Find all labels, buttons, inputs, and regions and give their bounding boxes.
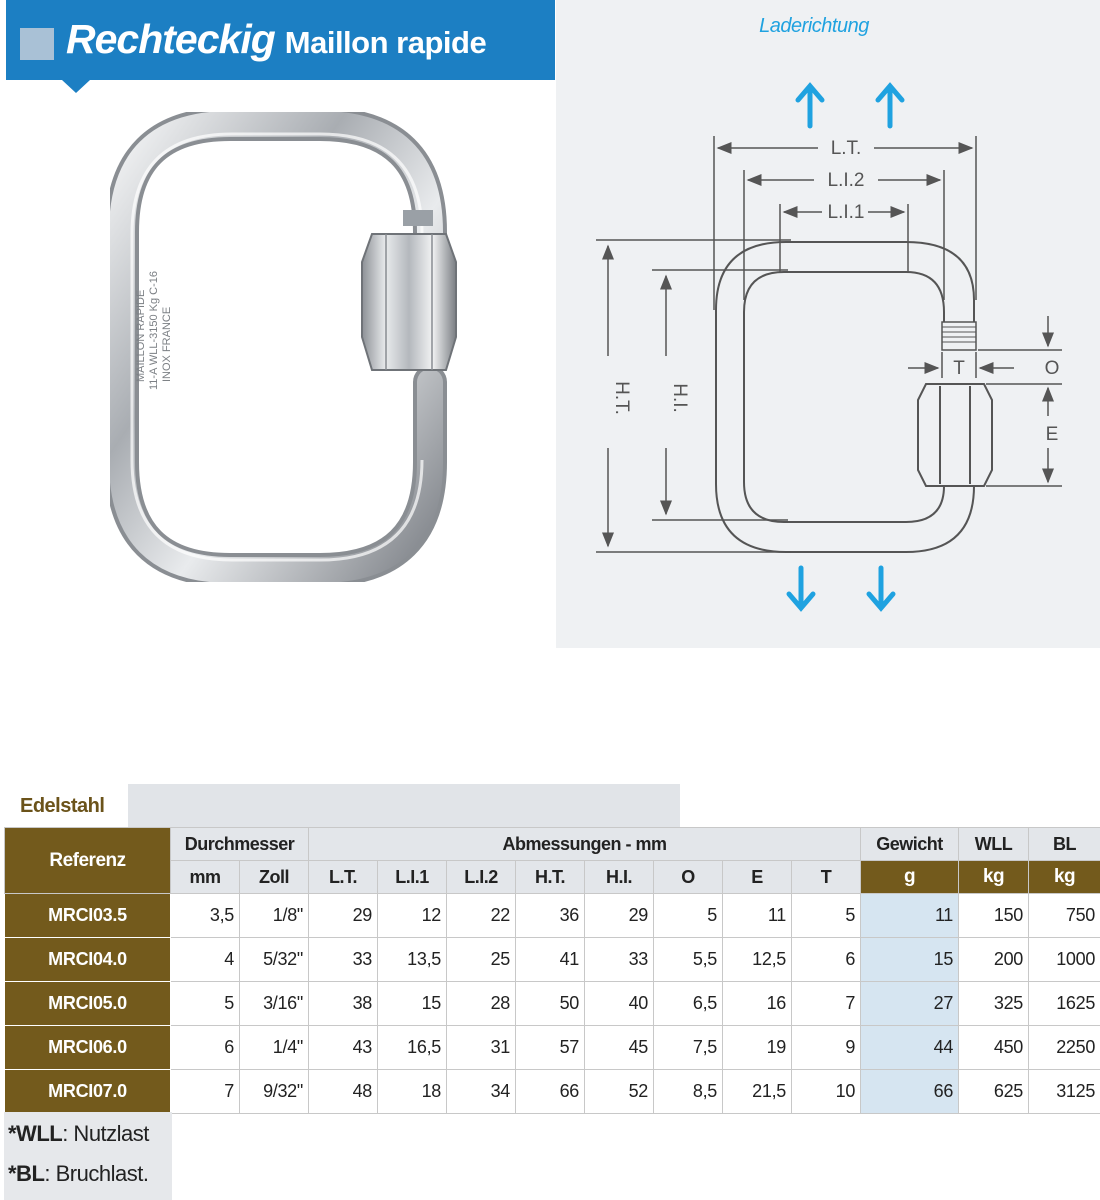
footnotes (4, 1112, 172, 1200)
cell-zoll: 1/4" (240, 1026, 309, 1070)
dim-label-ht: H.T. (611, 381, 632, 415)
cell-ref: MRCI06.0 (5, 1026, 171, 1070)
cell-hi: 29 (585, 894, 654, 938)
quick-link-image (110, 112, 470, 582)
dim-label-li2: L.I.2 (827, 170, 865, 191)
engraving-line1: MAILLON RAPIDE (135, 289, 147, 382)
footnote-bl (4, 1152, 172, 1192)
cell-t: 5 (792, 894, 861, 938)
cell-li2: 25 (447, 938, 516, 982)
subheader-li1: L.I.1 (378, 861, 447, 894)
table-row (5, 1070, 1100, 1114)
engraving-line3: INOX FRANCE (161, 306, 173, 382)
cell-li1: 13,5 (378, 938, 447, 982)
cell-g: 15 (861, 938, 959, 982)
cell-ht: 57 (516, 1026, 585, 1070)
cell-mm: 7 (171, 1070, 240, 1114)
cell-lt: 29 (309, 894, 378, 938)
dim-label-hi: H.I. (669, 383, 690, 413)
cell-zoll: 9/32" (240, 1070, 309, 1114)
cell-li2: 34 (447, 1070, 516, 1114)
cell-zoll: 3/16" (240, 982, 309, 1026)
cell-o: 8,5 (654, 1070, 723, 1114)
cell-li1: 18 (378, 1070, 447, 1114)
dim-label-li1: L.I.1 (827, 202, 865, 223)
table-row (5, 1026, 1100, 1070)
cell-bl: 3125 (1029, 1070, 1100, 1114)
cell-e: 19 (723, 1026, 792, 1070)
header-dimensions: Abmessungen - mm (309, 828, 861, 861)
cell-li1: 12 (378, 894, 447, 938)
cell-o: 5 (654, 894, 723, 938)
subheader-kg-bl: kg (1029, 861, 1100, 894)
technical-drawing (556, 0, 1100, 648)
load-arrows-down (789, 568, 893, 608)
cell-g: 27 (861, 982, 959, 1026)
footnote-wll-abbr: *WLL (8, 1121, 63, 1146)
cell-e: 16 (723, 982, 792, 1026)
cell-g: 66 (861, 1070, 959, 1114)
cell-ht: 66 (516, 1070, 585, 1114)
header-row-main (5, 828, 1100, 861)
cell-li1: 16,5 (378, 1026, 447, 1070)
cell-wll: 325 (959, 982, 1029, 1026)
cell-g: 11 (861, 894, 959, 938)
header-diameter: Durchmesser (171, 828, 309, 861)
header-weight: Gewicht (861, 828, 959, 861)
cell-wll: 625 (959, 1070, 1029, 1114)
load-arrows-up (798, 86, 902, 126)
cell-ref: MRCI04.0 (5, 938, 171, 982)
cell-ref: MRCI07.0 (5, 1070, 171, 1114)
title-banner (6, 0, 555, 80)
cell-t: 10 (792, 1070, 861, 1114)
dim-label-lt: L.T. (830, 138, 862, 159)
subheader-mm: mm (171, 861, 240, 894)
subheader-li2: L.I.2 (447, 861, 516, 894)
title-main: Rechteckig (66, 16, 275, 62)
cell-zoll: 1/8" (240, 894, 309, 938)
subheader-kg-wll: kg (959, 861, 1029, 894)
cell-e: 12,5 (723, 938, 792, 982)
cell-o: 5,5 (654, 938, 723, 982)
link-outline (716, 242, 992, 552)
cell-li2: 28 (447, 982, 516, 1026)
header-wll: WLL (959, 828, 1029, 861)
cell-bl: 1625 (1029, 982, 1100, 1026)
cell-e: 21,5 (723, 1070, 792, 1114)
cell-li2: 31 (447, 1026, 516, 1070)
cell-mm: 4 (171, 938, 240, 982)
subheader-lt: L.T. (309, 861, 378, 894)
cell-bl: 2250 (1029, 1026, 1100, 1070)
cell-mm: 5 (171, 982, 240, 1026)
dim-label-e: E (1045, 424, 1059, 445)
cell-t: 6 (792, 938, 861, 982)
cell-o: 7,5 (654, 1026, 723, 1070)
header-bl: BL (1029, 828, 1100, 861)
table-row (5, 982, 1100, 1026)
dim-label-t: T (953, 358, 965, 379)
spec-table (4, 827, 1100, 1114)
cell-li1: 15 (378, 982, 447, 1026)
cell-hi: 40 (585, 982, 654, 1026)
header-reference: Referenz (5, 828, 171, 894)
subheader-o: O (654, 861, 723, 894)
table-row (5, 938, 1100, 982)
subheader-g: g (861, 861, 959, 894)
cell-mm: 6 (171, 1026, 240, 1070)
cell-lt: 43 (309, 1026, 378, 1070)
banner-square-icon (20, 28, 54, 60)
table-row (5, 894, 1100, 938)
cell-li2: 22 (447, 894, 516, 938)
title-sub: Maillon rapide (284, 25, 487, 60)
cell-zoll: 5/32" (240, 938, 309, 982)
dim-label-o: O (1044, 358, 1060, 379)
cell-t: 9 (792, 1026, 861, 1070)
cell-lt: 38 (309, 982, 378, 1026)
cell-hi: 45 (585, 1026, 654, 1070)
cell-ht: 36 (516, 894, 585, 938)
section-label: Edelstahl (20, 795, 105, 817)
subheader-zoll: Zoll (240, 861, 309, 894)
banner-pointer (62, 80, 90, 93)
cell-wll: 200 (959, 938, 1029, 982)
page-title (66, 16, 486, 63)
cell-bl: 1000 (1029, 938, 1100, 982)
section-band (128, 784, 680, 828)
cell-mm: 3,5 (171, 894, 240, 938)
cell-lt: 33 (309, 938, 378, 982)
footnote-wll-text: : Nutzlast (62, 1121, 149, 1146)
subheader-ht: H.T. (516, 861, 585, 894)
subheader-t: T (792, 861, 861, 894)
cell-wll: 450 (959, 1026, 1029, 1070)
cell-hi: 33 (585, 938, 654, 982)
product-photo (110, 112, 470, 582)
footnote-bl-abbr: *BL (8, 1161, 45, 1186)
cell-lt: 48 (309, 1070, 378, 1114)
cell-o: 6,5 (654, 982, 723, 1026)
cell-ht: 50 (516, 982, 585, 1026)
subheader-hi: H.I. (585, 861, 654, 894)
footnote-wll (4, 1112, 172, 1152)
cell-wll: 150 (959, 894, 1029, 938)
cell-g: 44 (861, 1026, 959, 1070)
cell-t: 7 (792, 982, 861, 1026)
subheader-e: E (723, 861, 792, 894)
cell-hi: 52 (585, 1070, 654, 1114)
cell-ref: MRCI05.0 (5, 982, 171, 1026)
cell-bl: 750 (1029, 894, 1100, 938)
cell-ref: MRCI03.5 (5, 894, 171, 938)
load-direction-label: Laderichtung (759, 15, 869, 37)
cell-e: 11 (723, 894, 792, 938)
footnote-bl-text: : Bruchlast. (44, 1161, 149, 1186)
cell-ht: 41 (516, 938, 585, 982)
engraving-line2: 11-A WLL-3150 Kg C-16 (148, 270, 160, 390)
